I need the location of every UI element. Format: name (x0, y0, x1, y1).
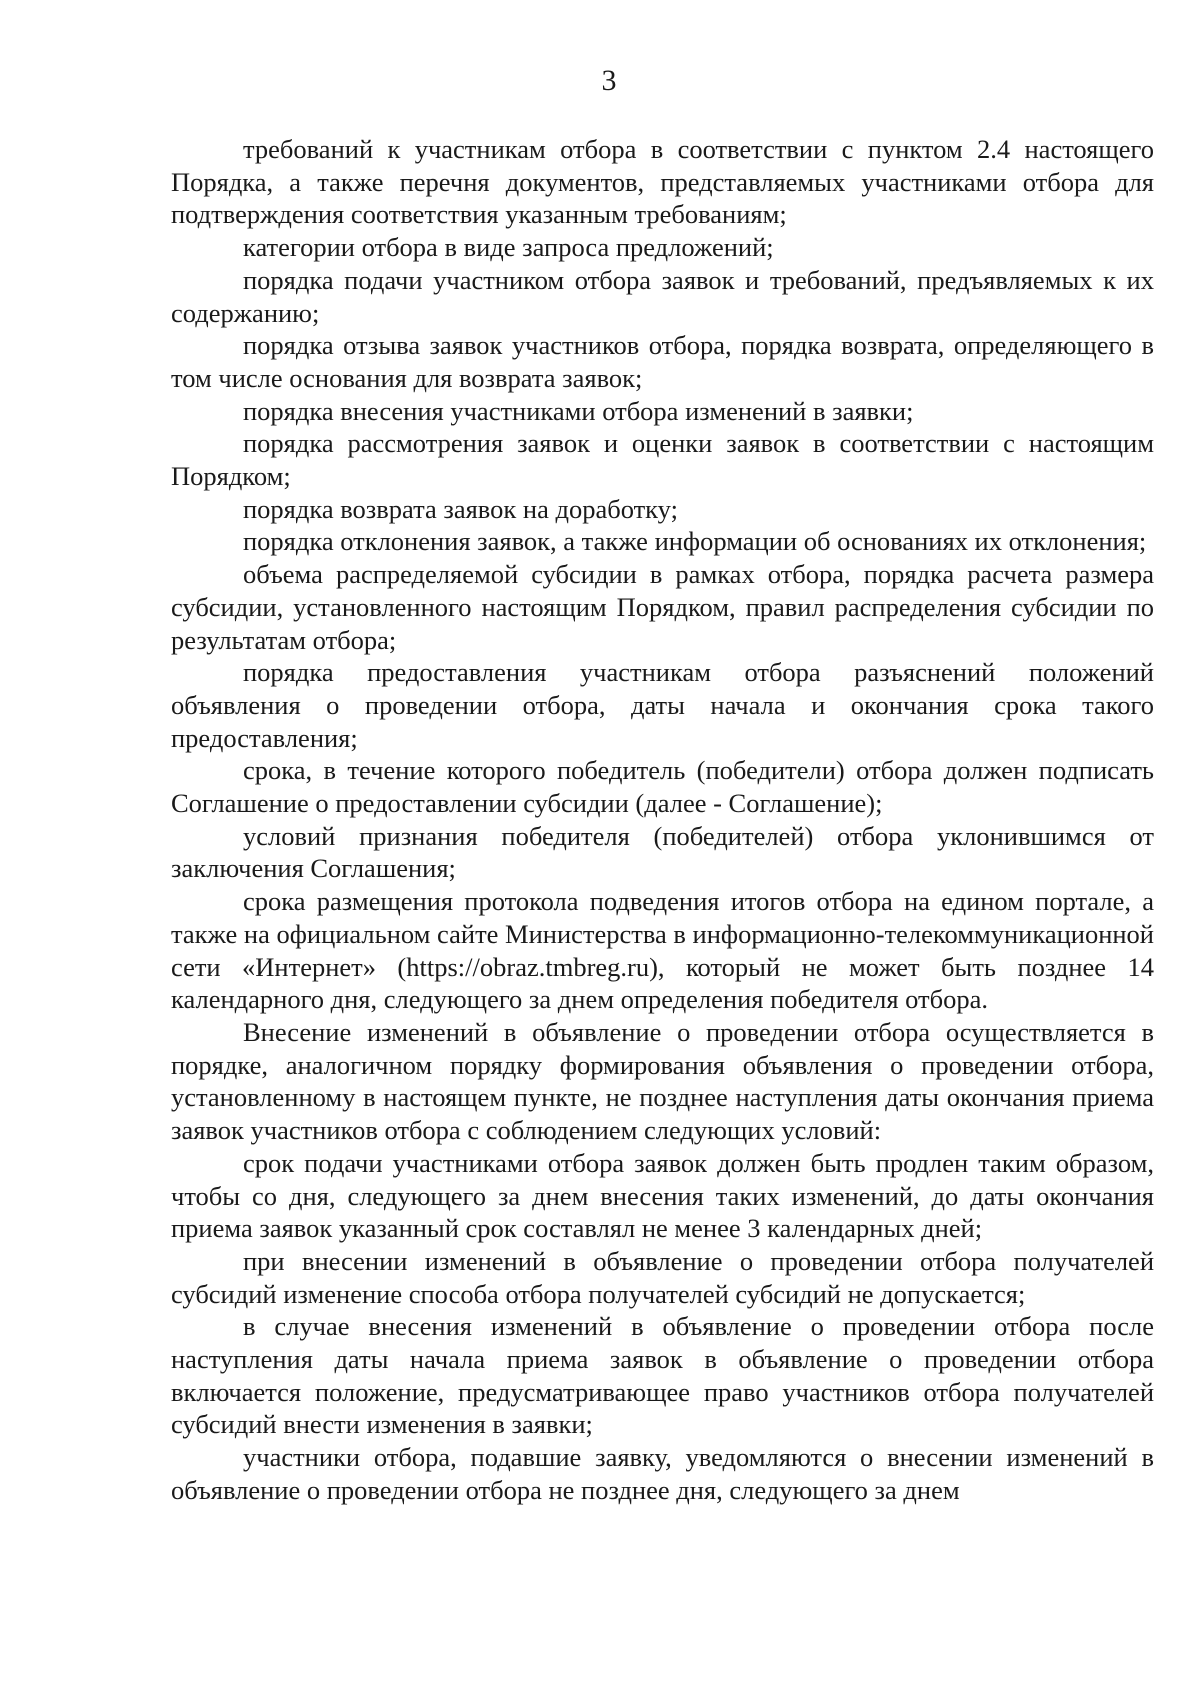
paragraph-review-procedure: порядка рассмотрения заявок и оценки заявок в соответствии с настоящим Порядком; (171, 428, 1154, 492)
paragraph-deadline-extension: срок подачи участниками отбора заявок должен быть продлен таким образом, чтобы со дня, следующего за днем внесения таких изменений, до даты окончания приема заявок указанный срок составлял не менее 3 календарных дней; (171, 1147, 1154, 1244)
paragraph-selection-category: категории отбора в виде запроса предложений; (243, 232, 774, 263)
paragraph-announcement-changes: Внесение изменений в объявление о проведении отбора осуществляется в порядке, аналогичном порядку формирования объявления о проведении отбора, установленному в настоящем пункте, не позднее наступления даты окончания приема заявок участников отбора с соблюдением следующих условий: (171, 1016, 1154, 1146)
paragraph-submission-procedure: порядка подачи участником отбора заявок и требований, предъявляемых к их содержанию; (171, 264, 1154, 328)
page-number: 3 (601, 64, 617, 97)
paragraph-method-change-prohibited: при внесении изменений в объявление о проведении отбора получателей субсидий изменение способа отбора получателей субсидий не допускается; (171, 1245, 1154, 1309)
paragraph-clarifications: порядка предоставления участникам отбора разъяснений положений объявления о проведении отбора, даты начала и окончания срока такого предоставления; (171, 657, 1154, 753)
paragraph-evasion-conditions: условий признания победителя (победителей) отбора уклонившимся от заключения Соглашения; (171, 820, 1154, 884)
paragraph-right-to-amend: в случае внесения изменений в объявление о проведении отбора после наступления даты начала приема заявок в объявление о проведении отбора включается положение, предусматривающее право участников отбора получателей субсидий внести изменения в заявки; (171, 1311, 1154, 1440)
paragraph-protocol-publication: срока размещения протокола подведения итогов отбора на едином портале, а также на официальном сайте Министерства в информационно-телекоммуникационной сети «Интернет» (https://obraz.tmbreg.ru), который не может быть позднее 14 календарного дня, следующего за днем определения победителя отбора. (171, 886, 1154, 1015)
paragraph-withdrawal-procedure: порядка отзыва заявок участников отбора, порядка возврата, определяющего в том числе основания для возврата заявок; (171, 330, 1154, 393)
paragraph-rejection-procedure: порядка отклонения заявок, а также информации об основаниях их отклонения; (243, 526, 1147, 557)
document-body (171, 133, 1154, 1507)
paragraph-agreement-signing-term: срока, в течение которого победитель (победители) отбора должен подписать Соглашение о предоставлении субсидии (далее - Соглашение); (171, 755, 1154, 819)
paragraph-subsidy-volume: объема распределяемой субсидии в рамках отбора, порядка расчета размера субсидии, установленного настоящим Порядком, правил распределения субсидии по результатам отбора; (171, 559, 1154, 655)
paragraph-changes-to-applications: порядка внесения участниками отбора изменений в заявки; (243, 395, 914, 426)
paragraph-requirements-documents: требований к участникам отбора в соответствии с пунктом 2.4 настоящего Порядка, а также перечня документов, представляемых участниками отбора для подтверждения соответствия указанным требованиям; (171, 134, 1154, 230)
paragraph-participant-notification: участники отбора, подавшие заявку, уведомляются о внесении изменений в объявление о проведении отбора не позднее дня, следующего за днем (171, 1442, 1154, 1505)
paragraph-return-for-revision: порядка возврата заявок на доработку; (243, 493, 678, 524)
